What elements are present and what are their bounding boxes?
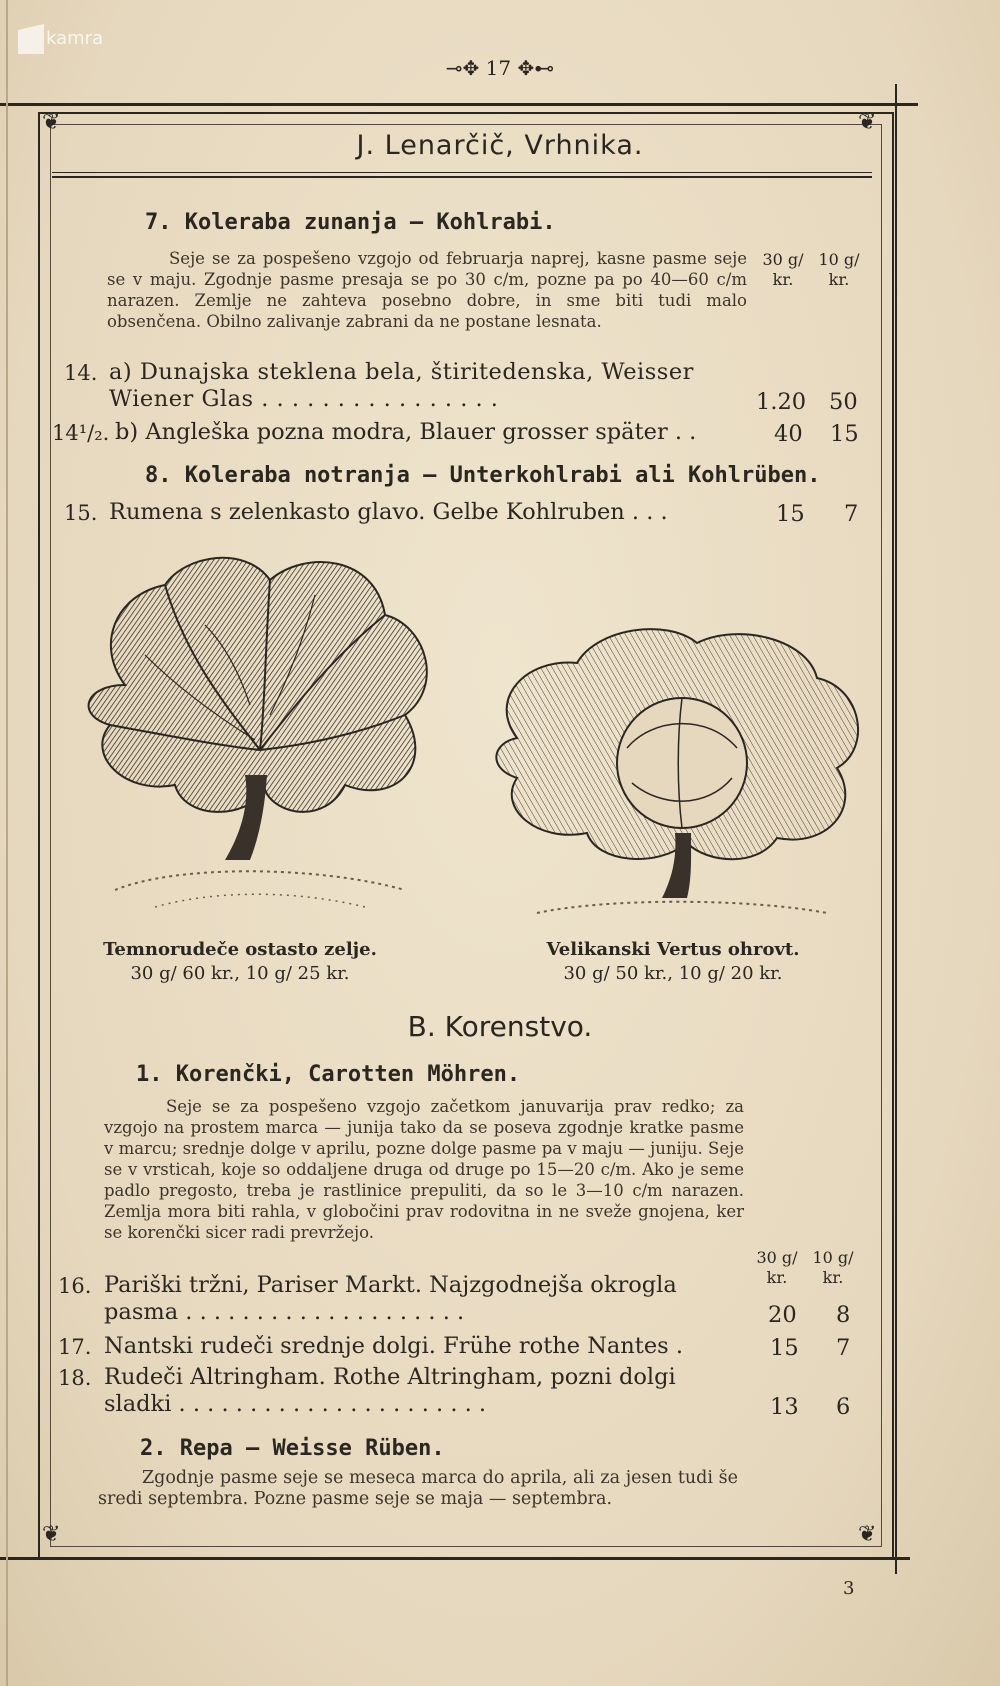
section-heading: 2. Repa — Weisse Rüben. xyxy=(140,1436,445,1461)
item-price-10g: 6 xyxy=(836,1394,851,1420)
ornament-right-icon: ✥⊷ xyxy=(511,56,555,80)
item-price-30g: 20 xyxy=(768,1302,797,1328)
right-rule xyxy=(895,84,897,1574)
section-heading: 1. Korenčki, Carotten Möhren. xyxy=(136,1062,521,1087)
price-header: 30 g/ kr. xyxy=(762,250,804,289)
ornament-left-icon: ⊸✥ xyxy=(445,56,486,80)
header-underline xyxy=(52,176,872,178)
corner-ornament-icon: ❦ xyxy=(42,110,61,135)
section-description: Seje se za pospešeno vzgojo od februarja naprej, kasne pasme seje se v maju. Zgodnje pasme presaja se po 30 c/m, pozne pa po 40—60 c/m narazen. Zemlje ne zahteva posebno dobre, in sme biti tudi malo obsenčena. Obilno zalivanje zabrani da ne postane lesnata. xyxy=(107,249,747,331)
corner-ornament-icon: ❦ xyxy=(858,110,877,135)
item-number: 16. xyxy=(58,1274,92,1298)
item-price-30g: 13 xyxy=(770,1394,799,1420)
section-description: Seje se za pospešeno vzgojo začetkom januvarija prav redko; za vzgojo na prostem marca — junija tako da se poseva zgodnje kratke pasme v marcu; srednje dolge v aprilu, pozne dolge pasme pa v maju — juniju. Seje se v vrsticah, koje so oddaljene druga od druge po 15—20 c/m. Ako je seme padlo pregosto, treba je rastlinice prepuliti, da so le 3—10 c/m narazen. Zemlja mora biti rahla, v globočini prav rodovitna in ne sveže gnojena, ker se korenčki sicer radi prevržejo. xyxy=(104,1097,744,1242)
savoy-stem xyxy=(537,833,827,913)
item-text: b) Angleška pozna modra, Blauer grosser später . . xyxy=(115,419,697,445)
section-b-heading: B. Korenstvo. xyxy=(407,1010,593,1043)
caption-price: 30 g/ 50 kr., 10 g/ 20 kr. xyxy=(563,963,783,984)
header-underline xyxy=(52,172,872,173)
item-price-30g: 15 xyxy=(776,501,805,527)
corner-ornament-icon: ❦ xyxy=(42,1522,61,1547)
savoy-cabbage-illustration xyxy=(477,618,877,938)
item-number: 14. xyxy=(64,361,98,385)
section-heading: 7. Koleraba zunanja — Kohlrabi. xyxy=(145,210,556,235)
item-text: a) Dunajska steklena bela, štiritedenska, Weisser Wiener Glas . . . . . . . . . . . . . . . . xyxy=(109,359,694,412)
illustration-caption xyxy=(523,938,823,986)
item-price-30g: 1.20 xyxy=(756,389,807,415)
item-text: Rudeči Altringham. Rothe Altringham, pozni dolgi sladki . . . . . . . . . . . . . . . . . . . . . . xyxy=(104,1364,676,1417)
page-title: J. Lenarčič, Vrhnika. xyxy=(356,130,644,161)
item-price-10g: 50 xyxy=(829,389,858,415)
item-text: Nantski rudeči srednje dolgi. Frühe rothe Nantes . xyxy=(104,1333,684,1359)
item-price-10g: 8 xyxy=(836,1302,851,1328)
page-number-top: ⊸✥ 17 ✥⊷ xyxy=(445,56,555,80)
item-text: Rumena s zelenkasto glavo. Gelbe Kohlruben . . . xyxy=(109,499,668,525)
top-rule xyxy=(0,103,918,106)
corner-ornament-icon: ❦ xyxy=(858,1522,877,1547)
page-number-bottom: 3 xyxy=(843,1578,855,1599)
item-number: 14¹/₂. xyxy=(52,421,110,445)
savoy-leaves xyxy=(496,629,858,859)
price-header: 30 g/ kr. xyxy=(756,1248,798,1287)
item-price-30g: 40 xyxy=(774,421,803,447)
red-cabbage-illustration xyxy=(55,535,455,925)
price-header: 10 g/ kr. xyxy=(818,250,860,289)
section-description: Zgodnje pasme seje se meseca marca do aprila, ali za jesen tudi še sredi septembra. Pozne pasme seje se maja — septembra. xyxy=(98,1468,738,1509)
illustration-caption xyxy=(90,938,390,986)
watermark: kamra xyxy=(18,24,103,54)
item-price-30g: 15 xyxy=(770,1335,799,1361)
item-price-10g: 7 xyxy=(844,501,859,527)
caption-price: 30 g/ 60 kr., 10 g/ 25 kr. xyxy=(130,963,350,984)
item-number: 15. xyxy=(64,501,98,525)
watermark-logo-icon xyxy=(18,24,44,54)
item-number: 17. xyxy=(58,1335,92,1359)
item-price-10g: 15 xyxy=(830,421,859,447)
item-text: Pariški tržni, Pariser Markt. Najzgodnejša okrogla pasma . . . . . . . . . . . . . . . . . . . . xyxy=(104,1272,677,1325)
caption-title: Temnorudeče ostasto zelje. xyxy=(103,939,377,960)
cabbage-leaves xyxy=(89,558,427,812)
left-rule xyxy=(6,0,8,1686)
cabbage-stem xyxy=(115,775,405,907)
item-number: 18. xyxy=(58,1366,92,1390)
section-heading: 8. Koleraba notranja — Unterkohlrabi ali Kohlrüben. xyxy=(145,463,821,488)
price-header: 10 g/ kr. xyxy=(812,1248,854,1287)
caption-title: Velikanski Vertus ohrovt. xyxy=(546,939,800,960)
item-price-10g: 7 xyxy=(836,1335,851,1361)
